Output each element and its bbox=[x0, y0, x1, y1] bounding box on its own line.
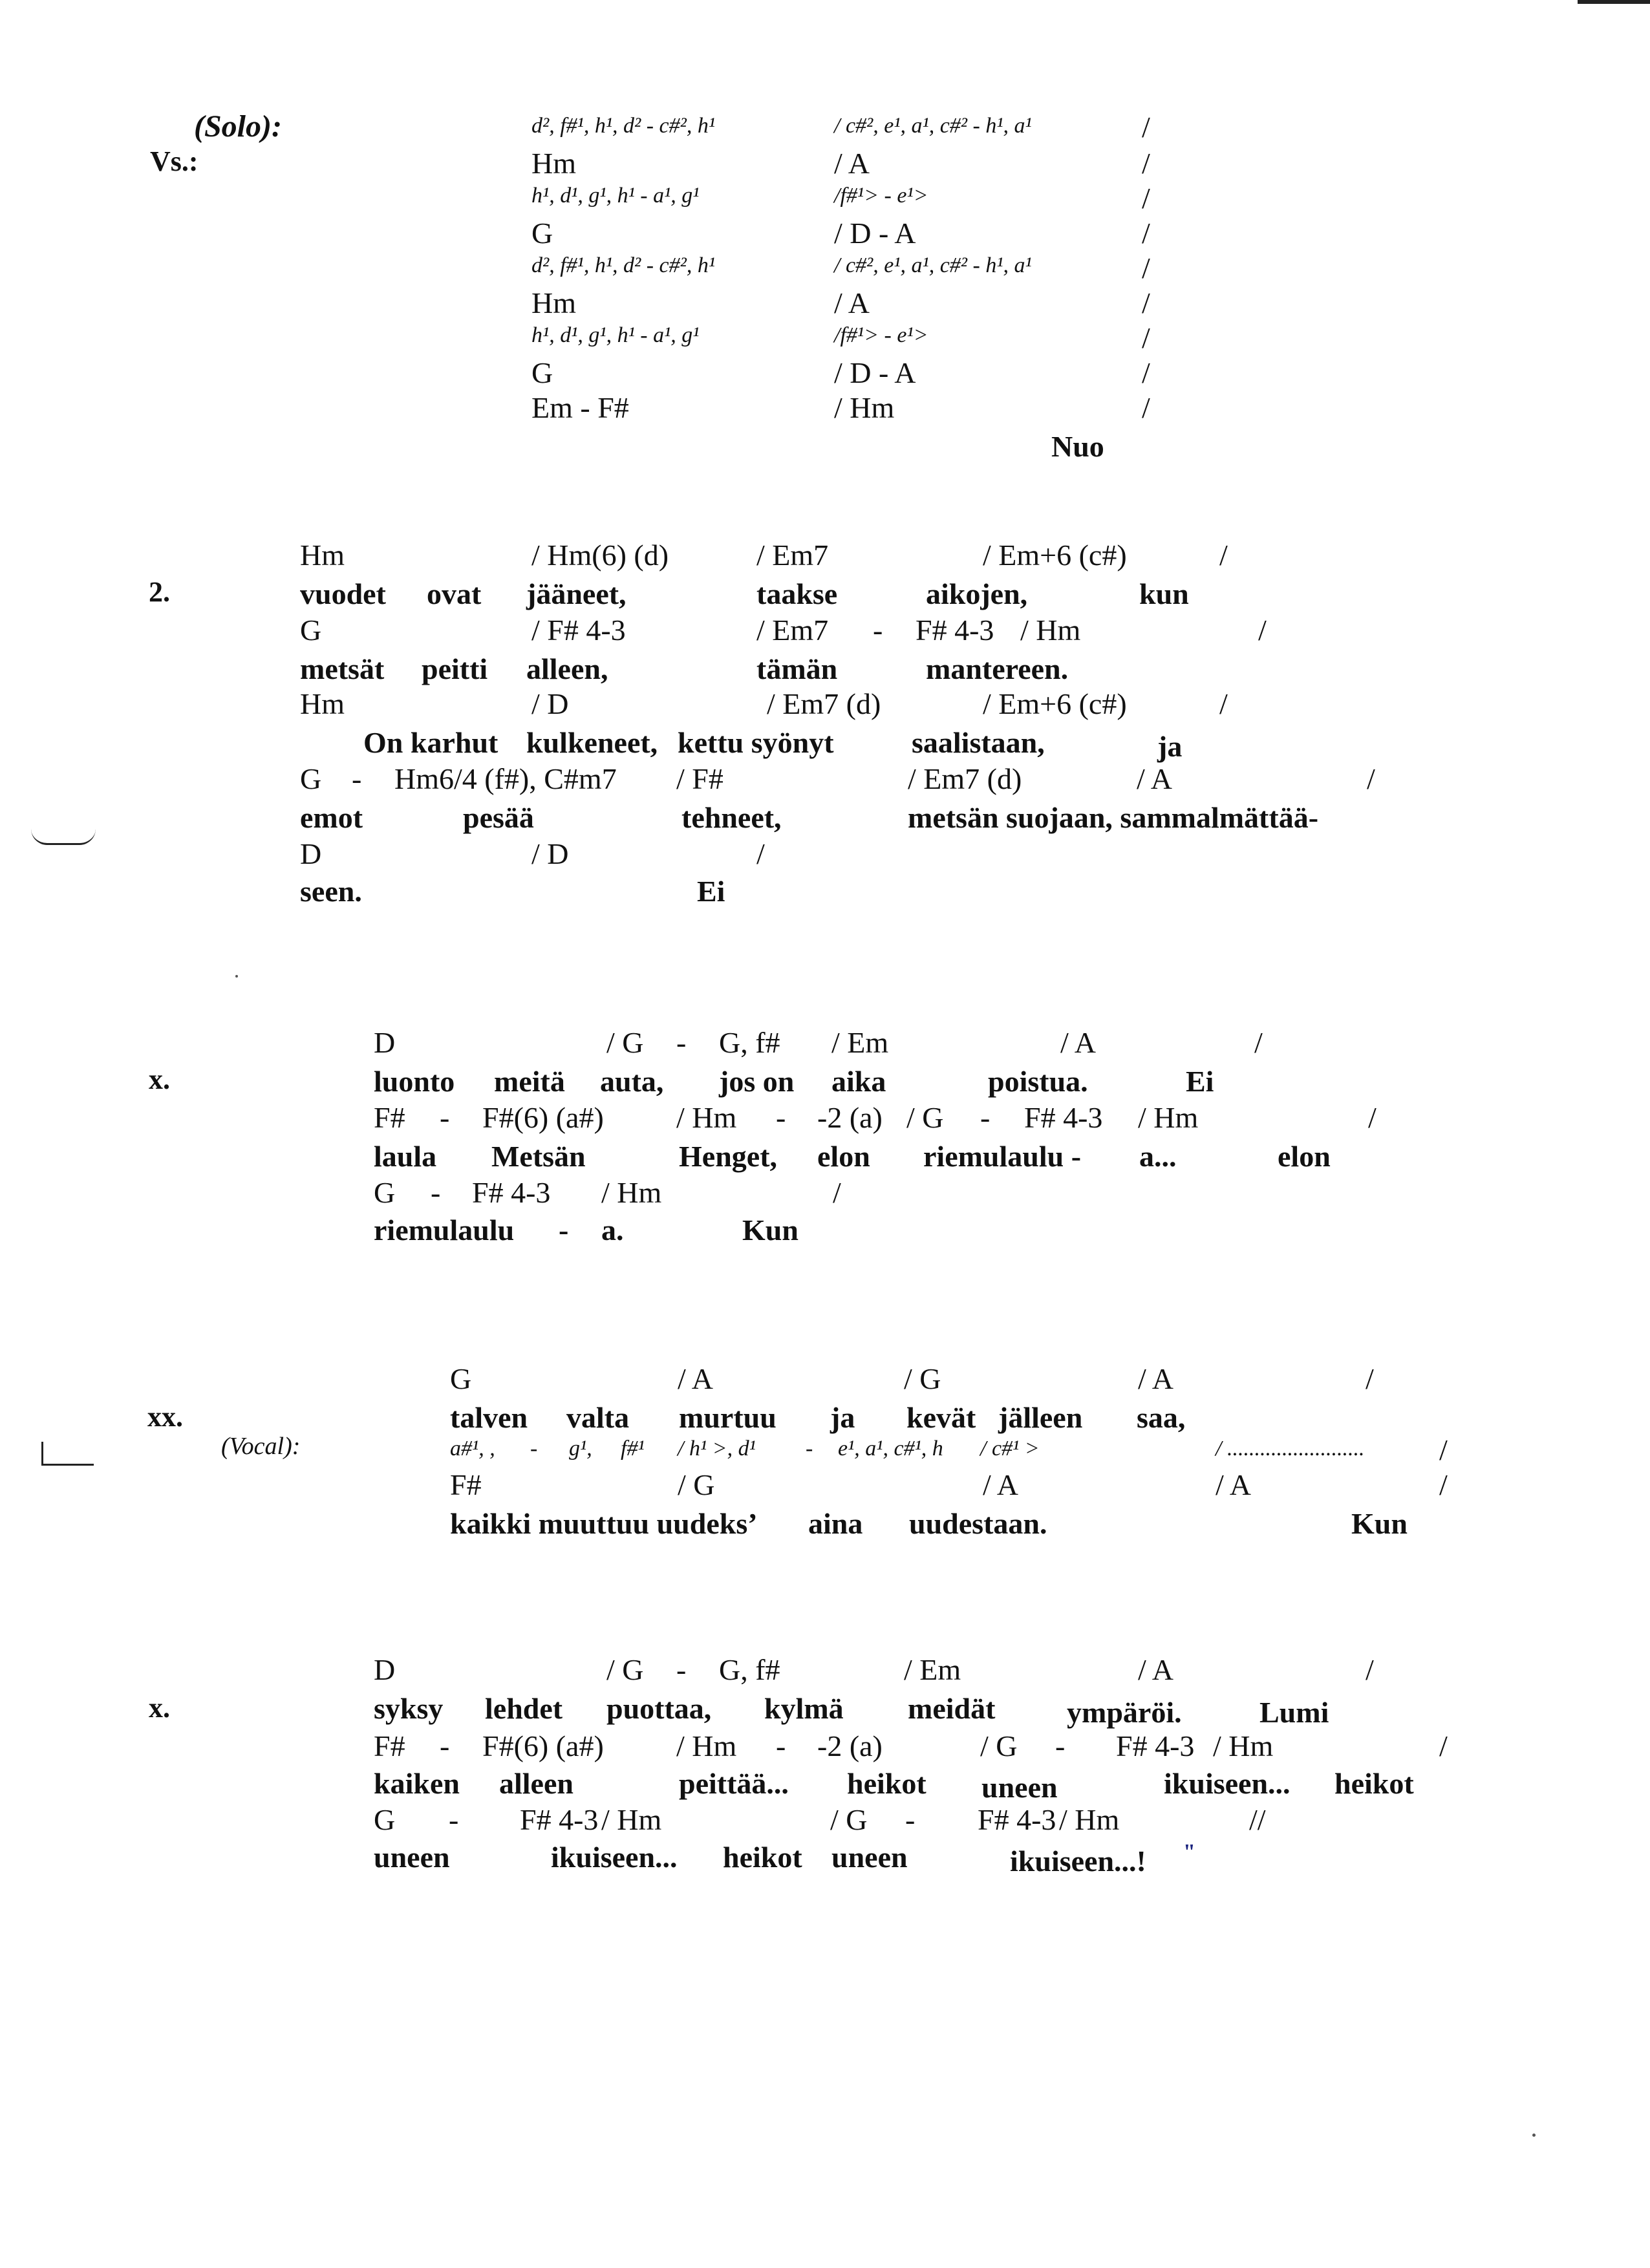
vocal-notes: e¹, a¹, c#¹, h bbox=[838, 1437, 943, 1460]
intro-chord: Hm bbox=[531, 147, 576, 180]
chord: / A bbox=[678, 1362, 713, 1395]
chord: - bbox=[440, 1729, 450, 1762]
lyric-word: uneen bbox=[374, 1841, 450, 1874]
lyric-word: metsät bbox=[300, 652, 385, 685]
intro-chord: / A bbox=[834, 286, 870, 319]
lyric-word: kevät bbox=[906, 1401, 976, 1434]
lyric-word: heikot bbox=[1334, 1767, 1414, 1800]
chord: / A bbox=[983, 1468, 1018, 1501]
chord: / G bbox=[606, 1653, 644, 1686]
intro-chord: G bbox=[531, 356, 553, 389]
lyric-word: poistua. bbox=[988, 1065, 1088, 1098]
lyric-word: a. bbox=[601, 1214, 624, 1246]
chord: - bbox=[431, 1176, 441, 1209]
bar-line: / bbox=[1142, 286, 1150, 319]
chord: / A bbox=[1060, 1026, 1096, 1059]
lyric-word: vuodet bbox=[300, 577, 386, 610]
bar-line: / bbox=[1366, 1362, 1374, 1395]
lyric-word: valta bbox=[566, 1401, 630, 1434]
lyric-word: meidät bbox=[908, 1692, 996, 1725]
chord: / Hm bbox=[676, 1101, 737, 1134]
chord: G bbox=[374, 1803, 396, 1836]
chord: / G bbox=[678, 1468, 715, 1501]
lyric-word: jos on bbox=[719, 1065, 795, 1098]
chord: G bbox=[300, 614, 322, 647]
lyric-word: tämän bbox=[756, 652, 838, 685]
lyric-word: uneen bbox=[831, 1841, 908, 1874]
left-margin-mark-1 bbox=[31, 829, 96, 845]
solo-label: (Solo): bbox=[194, 109, 282, 144]
intro-notes: d², f#¹, h¹, d² - c#², h¹ bbox=[531, 253, 716, 277]
chord: Hm bbox=[300, 687, 345, 720]
chord: F# 4-3 bbox=[978, 1803, 1056, 1836]
lyric-word: ikuiseen... bbox=[551, 1841, 678, 1874]
chord: F# bbox=[374, 1729, 405, 1762]
chord: G, f# bbox=[719, 1653, 780, 1686]
lyric-word: tehneet, bbox=[681, 801, 782, 834]
chord: / G bbox=[980, 1729, 1018, 1762]
bridge-marker: xx. bbox=[147, 1401, 183, 1433]
lyric-word: puottaa, bbox=[606, 1692, 712, 1725]
chord: / Hm(6) (d) bbox=[531, 539, 669, 572]
scan-speck bbox=[235, 975, 238, 978]
chord: G bbox=[300, 762, 322, 795]
lyric-word: meitä bbox=[494, 1065, 565, 1098]
lyric-word: jääneet, bbox=[526, 577, 627, 610]
chord: / Em7 bbox=[756, 614, 829, 647]
lyric-word: auta, bbox=[600, 1065, 664, 1098]
chord: F# bbox=[374, 1101, 405, 1134]
chord: -2 (a) bbox=[817, 1729, 883, 1762]
chord: / Em7 (d) bbox=[908, 762, 1022, 795]
intro-notes: / c#², e¹, a¹, c#² - h¹, a¹ bbox=[834, 114, 1032, 138]
lyric-word: alleen bbox=[499, 1767, 573, 1800]
bar-line: / bbox=[1142, 111, 1150, 144]
vocal-notes: / h¹ >, d¹ bbox=[678, 1437, 756, 1460]
lyric-word: ympäröi. bbox=[1067, 1696, 1182, 1729]
chord: -2 (a) bbox=[817, 1101, 883, 1134]
lyric-word: kun bbox=[1139, 577, 1189, 610]
lyric-word: ovat bbox=[427, 577, 482, 610]
chord: / Hm bbox=[1020, 614, 1081, 647]
lyric-word: jälleen bbox=[998, 1401, 1083, 1434]
lyric-word: kettu syönyt bbox=[678, 726, 834, 759]
intro-chord: G bbox=[531, 217, 553, 250]
chord: - bbox=[980, 1101, 991, 1134]
chord: / A bbox=[1138, 1362, 1173, 1395]
lyric-word: laula bbox=[374, 1140, 437, 1173]
lyric-word: Henget, bbox=[679, 1140, 778, 1173]
intro-notes: h¹, d¹, g¹, h¹ - a¹, g¹ bbox=[531, 184, 700, 208]
vocal-notes: / c#¹ > bbox=[980, 1437, 1040, 1460]
lyric-word: peitti bbox=[422, 652, 488, 685]
lyric-word: - bbox=[559, 1214, 569, 1246]
lyric-word: saa, bbox=[1137, 1401, 1186, 1434]
chord: - bbox=[776, 1729, 786, 1762]
intro-chord: / Hm bbox=[834, 391, 895, 424]
verse-number: 2. bbox=[149, 576, 170, 608]
chord: G bbox=[450, 1362, 472, 1395]
lyric-word: talven bbox=[450, 1401, 528, 1434]
bar-line: / bbox=[1368, 1101, 1377, 1134]
lyric-word: taakse bbox=[756, 577, 838, 610]
chord: F# 4-3 bbox=[472, 1176, 551, 1209]
bar-line: / bbox=[1219, 687, 1228, 720]
intro-chord: Hm bbox=[531, 286, 576, 319]
chord: / Hm bbox=[1059, 1803, 1120, 1836]
chord: / Hm bbox=[601, 1803, 662, 1836]
bar-line: // bbox=[1249, 1803, 1266, 1836]
bar-line: / bbox=[1366, 1653, 1374, 1686]
chorus-marker: x. bbox=[149, 1064, 170, 1095]
chord: Hm6/4 (f#), C#m7 bbox=[394, 762, 617, 795]
lyric-word: emot bbox=[300, 801, 363, 834]
intro-notes: h¹, d¹, g¹, h¹ - a¹, g¹ bbox=[531, 323, 700, 347]
bar-line: / bbox=[1142, 182, 1150, 215]
intro-notes: d², f#¹, h¹, d² - c#², h¹ bbox=[531, 114, 716, 138]
chord: G, f# bbox=[719, 1026, 780, 1059]
chord: F# 4-3 bbox=[916, 614, 994, 647]
chord: F#(6) (a#) bbox=[482, 1729, 604, 1762]
chord: F#(6) (a#) bbox=[482, 1101, 604, 1134]
chord: / G bbox=[904, 1362, 941, 1395]
intro-chord: / D - A bbox=[834, 217, 916, 250]
chord: / Em+6 (c#) bbox=[983, 687, 1127, 720]
lyric-word: Ei bbox=[1186, 1065, 1214, 1098]
lyric-word: peittää... bbox=[679, 1767, 789, 1800]
lyric-word: lehdet bbox=[485, 1692, 563, 1725]
intro-chord: / D - A bbox=[834, 356, 916, 389]
lyric-word: kulkeneet, bbox=[526, 726, 658, 759]
chord: D bbox=[300, 837, 322, 870]
lyric-word: kaikki muuttuu uudeks’ bbox=[450, 1507, 758, 1540]
bar-line: / bbox=[1142, 251, 1150, 284]
intro-chord: Em - F# bbox=[531, 391, 629, 424]
lyric-word: aikojen, bbox=[926, 577, 1028, 610]
lyric-word: luonto bbox=[374, 1065, 455, 1098]
chord: - bbox=[873, 614, 883, 647]
chord: / Em7 (d) bbox=[767, 687, 881, 720]
lyric-word: saalistaan, bbox=[912, 726, 1045, 759]
lyric-word: ja bbox=[830, 1401, 855, 1434]
lyric-word: a... bbox=[1139, 1140, 1177, 1173]
bar-line: / bbox=[1142, 147, 1150, 180]
chord: - bbox=[905, 1803, 916, 1836]
lyric-word: ikuiseen... bbox=[1164, 1767, 1291, 1800]
bar-line: / bbox=[756, 837, 765, 870]
bar-line: / bbox=[1367, 762, 1375, 795]
chord: / A bbox=[1216, 1468, 1251, 1501]
lyric-word: heikot bbox=[847, 1767, 927, 1800]
chord: F# bbox=[450, 1468, 482, 1501]
lyric-word: ikuiseen...! bbox=[1010, 1845, 1146, 1878]
bar-line: / bbox=[1142, 356, 1150, 389]
lyric-word: syksy bbox=[374, 1692, 444, 1725]
intro-notes: /f#¹> - e¹> bbox=[834, 184, 928, 208]
bar-line: / bbox=[1254, 1026, 1263, 1059]
lyric-word: mantereen. bbox=[926, 652, 1069, 685]
chord: D bbox=[374, 1026, 396, 1059]
chord: / D bbox=[531, 837, 569, 870]
bar-line: / bbox=[1439, 1433, 1448, 1466]
chord: / Hm bbox=[1138, 1101, 1199, 1134]
scan-speck bbox=[1532, 2134, 1536, 2137]
lyric-word: riemulaulu - bbox=[923, 1140, 1082, 1173]
chord: F# 4-3 bbox=[520, 1803, 599, 1836]
chord: / D bbox=[531, 687, 569, 720]
chord: Hm bbox=[300, 539, 345, 572]
lyric-word: riemulaulu bbox=[374, 1214, 515, 1246]
bar-line: / bbox=[1258, 614, 1267, 647]
lyric-word: Ei bbox=[697, 875, 725, 908]
chord: / A bbox=[1138, 1653, 1173, 1686]
lyric-word: Metsän bbox=[491, 1140, 586, 1173]
vocal-notes: f#¹ bbox=[621, 1437, 645, 1460]
chord: / Hm bbox=[676, 1729, 737, 1762]
lyric-word: kaiken bbox=[374, 1767, 460, 1800]
chord: / Em7 bbox=[756, 539, 829, 572]
chord: / Em bbox=[831, 1026, 889, 1059]
intro-chord: / A bbox=[834, 147, 870, 180]
lyric-word: seen. bbox=[300, 875, 362, 908]
lyric-word: elon bbox=[817, 1140, 870, 1173]
intro-notes: / c#², e¹, a¹, c#² - h¹, a¹ bbox=[834, 253, 1032, 277]
bar-line: / bbox=[1142, 321, 1150, 354]
chord: / Hm bbox=[601, 1176, 662, 1209]
chord: - bbox=[440, 1101, 450, 1134]
chord: / F# 4-3 bbox=[531, 614, 626, 647]
chord: / Em+6 (c#) bbox=[983, 539, 1127, 572]
lyric-word: heikot bbox=[723, 1841, 802, 1874]
chord: F# 4-3 bbox=[1024, 1101, 1103, 1134]
vs-label: Vs.: bbox=[150, 145, 198, 177]
vocal-notes: - bbox=[806, 1437, 813, 1460]
chord: / G bbox=[606, 1026, 644, 1059]
bar-line: / bbox=[1219, 539, 1228, 572]
lyric-word: metsän suojaan, sammalmättää- bbox=[908, 801, 1319, 834]
chord: - bbox=[676, 1026, 687, 1059]
bar-line: / bbox=[1142, 391, 1150, 424]
lyric-word: aika bbox=[831, 1065, 886, 1098]
vocal-notes: / ......................... bbox=[1216, 1437, 1365, 1460]
vocal-notes: - bbox=[530, 1437, 538, 1460]
pickup-word: Nuo bbox=[1051, 430, 1104, 463]
bar-line: / bbox=[1439, 1468, 1448, 1501]
chord: - bbox=[1055, 1729, 1066, 1762]
bar-line: / bbox=[1439, 1729, 1448, 1762]
intro-notes: /f#¹> - e¹> bbox=[834, 323, 928, 347]
chord: / G bbox=[830, 1803, 868, 1836]
chord: - bbox=[776, 1101, 786, 1134]
lyric-word: Kun bbox=[742, 1214, 798, 1246]
chord: - bbox=[352, 762, 362, 795]
bar-line: / bbox=[833, 1176, 841, 1209]
vocal-notes: g¹, bbox=[569, 1437, 592, 1460]
lyric-word: kylmä bbox=[764, 1692, 844, 1725]
lyric-word: pesää bbox=[463, 801, 534, 834]
lyric-word: ja bbox=[1157, 730, 1183, 763]
chord: / G bbox=[906, 1101, 944, 1134]
left-margin-mark-2 bbox=[41, 1442, 94, 1466]
chord: F# 4-3 bbox=[1116, 1729, 1195, 1762]
chorus-marker: x. bbox=[149, 1692, 170, 1724]
chord: - bbox=[676, 1653, 687, 1686]
lyric-word: Kun bbox=[1351, 1507, 1408, 1540]
bar-line: / bbox=[1142, 217, 1150, 250]
lyric-word: uudestaan. bbox=[909, 1507, 1047, 1540]
chord: / A bbox=[1137, 762, 1172, 795]
lyric-word: elon bbox=[1278, 1140, 1331, 1173]
chord: D bbox=[374, 1653, 396, 1686]
chord: / F# bbox=[676, 762, 723, 795]
chord: / Em bbox=[904, 1653, 961, 1686]
lyric-word: alleen, bbox=[526, 652, 608, 685]
lyric-word: aina bbox=[808, 1507, 863, 1540]
top-right-edge-mark bbox=[1578, 0, 1650, 4]
chord: - bbox=[449, 1803, 459, 1836]
lyric-word: Lumi bbox=[1259, 1696, 1329, 1729]
vocal-notes: a#¹, , bbox=[450, 1437, 495, 1460]
lyric-word: murtuu bbox=[679, 1401, 777, 1434]
chord: / Hm bbox=[1213, 1729, 1274, 1762]
vocal-label: (Vocal): bbox=[221, 1433, 301, 1460]
lyric-word: On karhut bbox=[363, 726, 498, 759]
end-quote-mark: " bbox=[1183, 1840, 1195, 1864]
chord: G bbox=[374, 1176, 396, 1209]
lyric-word: uneen bbox=[981, 1771, 1058, 1804]
